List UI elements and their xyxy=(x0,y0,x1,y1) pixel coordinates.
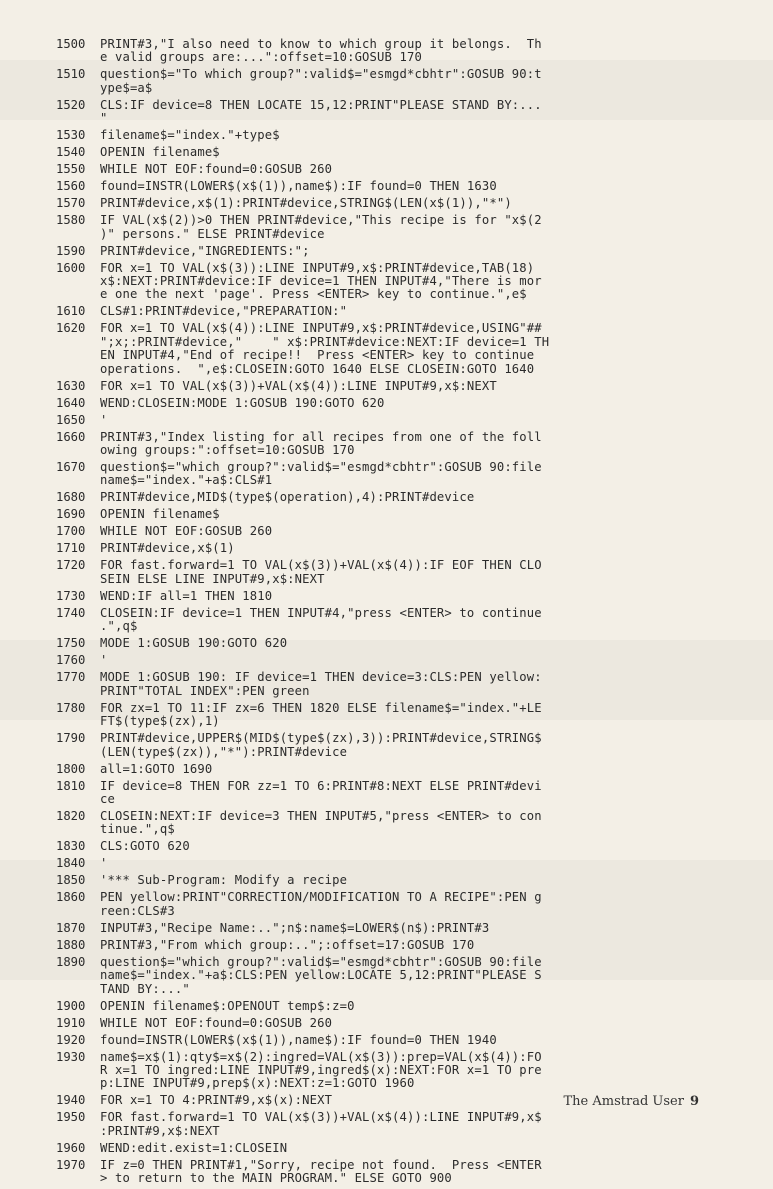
code-line xyxy=(56,637,756,650)
code-line xyxy=(56,180,756,193)
line-number: 1810 xyxy=(56,778,86,793)
line-code: ' xyxy=(100,856,108,871)
line-code: WHILE NOT EOF:found=0:GOSUB 260 xyxy=(100,162,333,177)
code-line xyxy=(56,732,756,759)
code-line xyxy=(56,956,756,996)
line-number: 1750 xyxy=(56,636,86,651)
line-number: 1570 xyxy=(56,196,86,211)
code-line xyxy=(56,68,756,95)
line-code: IF z=0 THEN PRINT#1,"Sorry, recipe not found. Press <ENTER > to return to the MAIN PROGRAM." ELSE GOTO 900 xyxy=(100,1157,542,1186)
line-code: FOR x=1 TO VAL(x$(3)):LINE INPUT#9,x$:PRINT#device,TAB(18) x$:NEXT:PRINT#device:IF device=1 THEN INPUT#4,"There is mor e one the next 'page'. Press <ENTER> key to continue.",e$ xyxy=(100,260,542,302)
line-number: 1910 xyxy=(56,1015,86,1030)
code-line xyxy=(56,559,756,586)
line-code: name$=x$(1):qty$=x$(2):ingred=VAL(x$(3)):prep=VAL(x$(4)):FO R x=1 TO ingred:LINE INPUT#9,ingred$(x):NEXT:FOR x=1 TO pre p:LINE INPUT#9,prep$(x):NEXT:z=1:GOTO 1960 xyxy=(100,1049,542,1091)
line-number: 1640 xyxy=(56,395,86,410)
code-line xyxy=(56,810,756,837)
code-line xyxy=(56,607,756,634)
code-line xyxy=(56,654,756,667)
code-line xyxy=(56,891,756,918)
line-number: 1920 xyxy=(56,1032,86,1047)
line-number: 1580 xyxy=(56,213,86,228)
line-number: 1840 xyxy=(56,856,86,871)
code-line xyxy=(56,874,756,887)
code-line xyxy=(56,1051,756,1091)
line-number: 1630 xyxy=(56,378,86,393)
line-code: ' xyxy=(100,412,108,427)
line-code: PRINT#device,"INGREDIENTS:"; xyxy=(100,243,310,258)
line-number: 1650 xyxy=(56,412,86,427)
line-code: WEND:IF all=1 THEN 1810 xyxy=(100,588,273,603)
code-line xyxy=(56,305,756,318)
code-line xyxy=(56,491,756,504)
code-line xyxy=(56,38,756,65)
line-number: 1740 xyxy=(56,605,86,620)
code-line xyxy=(56,922,756,935)
line-code: MODE 1:GOSUB 190: IF device=1 THEN device=3:CLS:PEN yellow: PRINT"TOTAL INDEX":PEN green xyxy=(100,670,542,698)
line-number: 1680 xyxy=(56,490,86,505)
line-number: 1960 xyxy=(56,1140,86,1155)
code-line xyxy=(56,397,756,410)
code-line xyxy=(56,197,756,210)
line-code: PEN yellow:PRINT"CORRECTION/MODIFICATION TO A RECIPE":PEN g reen:CLS#3 xyxy=(100,890,542,918)
line-number: 1600 xyxy=(56,260,86,275)
line-number: 1970 xyxy=(56,1157,86,1172)
code-line xyxy=(56,780,756,807)
line-code: ' xyxy=(100,653,108,668)
line-code: OPENIN filename$ xyxy=(100,507,220,522)
line-code: PRINT#device,x$(1):PRINT#device,STRING$(LEN(x$(1)),"*") xyxy=(100,196,512,211)
line-number: 1610 xyxy=(56,304,86,319)
code-line xyxy=(56,245,756,258)
line-number: 1950 xyxy=(56,1110,86,1125)
line-number: 1930 xyxy=(56,1049,86,1064)
code-line xyxy=(56,380,756,393)
line-number: 1730 xyxy=(56,588,86,603)
code-line xyxy=(56,590,756,603)
line-number: 1770 xyxy=(56,670,86,685)
line-number: 1550 xyxy=(56,162,86,177)
line-code: FOR x=1 TO 4:PRINT#9,x$(x):NEXT xyxy=(100,1093,333,1108)
line-number: 1830 xyxy=(56,839,86,854)
page-footer xyxy=(564,1094,699,1109)
code-line xyxy=(56,262,756,302)
line-code: FOR zx=1 TO 11:IF zx=6 THEN 1820 ELSE filename$="index."+LE FT$(type$(zx),1) xyxy=(100,700,542,729)
code-line xyxy=(56,129,756,142)
line-number: 1670 xyxy=(56,460,86,475)
line-number: 1710 xyxy=(56,541,86,556)
line-number: 1540 xyxy=(56,145,86,160)
line-number: 1760 xyxy=(56,653,86,668)
line-code: CLOSEIN:IF device=1 THEN INPUT#4,"press <ENTER> to continue .",q$ xyxy=(100,605,542,634)
publication-name: The Amstrad User xyxy=(563,1094,684,1109)
line-number: 1530 xyxy=(56,128,86,143)
line-code: WHILE NOT EOF:GOSUB 260 xyxy=(100,524,273,539)
code-line xyxy=(56,542,756,555)
line-code: found=INSTR(LOWER$(x$(1)),name$):IF found=0 THEN 1940 xyxy=(100,1032,497,1047)
code-line xyxy=(56,671,756,698)
code-line xyxy=(56,939,756,952)
code-line xyxy=(56,702,756,729)
line-number: 1880 xyxy=(56,937,86,952)
line-number: 1900 xyxy=(56,998,86,1013)
line-code: PRINT#device,MID$(type$(operation),4):PRINT#device xyxy=(100,490,475,505)
line-code: all=1:GOTO 1690 xyxy=(100,761,213,776)
line-code: FOR x=1 TO VAL(x$(4)):LINE INPUT#9,x$:PRINT#device,USING"## ";x;:PRINT#device," " x$:PRINT#device:NEXT:IF device=1 TH EN INPUT#4,"End of recipe!! Press <ENTER> key to continue operations. ",e$:CLOSEIN:GOTO 1640 ELSE CLOSEIN:GOTO 1640 xyxy=(100,321,550,376)
line-code: IF VAL(x$(2))>0 THEN PRINT#device,"This recipe is for "x$(2 )" persons." ELSE PRINT#device xyxy=(100,213,542,241)
code-line xyxy=(56,414,756,427)
line-number: 1520 xyxy=(56,97,86,112)
code-line xyxy=(56,1159,756,1186)
code-line xyxy=(56,431,756,458)
line-code: PRINT#3,"From which group:..";:offset=17:GOSUB 170 xyxy=(100,937,475,952)
line-number: 1780 xyxy=(56,700,86,715)
code-line xyxy=(56,508,756,521)
code-line xyxy=(56,857,756,870)
code-line xyxy=(56,1111,756,1138)
code-line xyxy=(56,214,756,241)
line-code: IF device=8 THEN FOR zz=1 TO 6:PRINT#8:NEXT ELSE PRINT#devi ce xyxy=(100,778,542,806)
line-number: 1940 xyxy=(56,1093,86,1108)
line-code: CLS#1:PRINT#device,"PREPARATION:" xyxy=(100,304,348,319)
line-number: 1850 xyxy=(56,873,86,888)
line-number: 1500 xyxy=(56,37,86,51)
line-code: filename$="index."+type$ xyxy=(100,128,280,143)
basic-program-listing xyxy=(56,38,756,1189)
line-number: 1660 xyxy=(56,429,86,444)
line-number: 1870 xyxy=(56,920,86,935)
line-number: 1890 xyxy=(56,954,86,969)
code-line xyxy=(56,461,756,488)
line-code: WEND:edit.exist=1:CLOSEIN xyxy=(100,1140,288,1155)
line-code: WEND:CLOSEIN:MODE 1:GOSUB 190:GOTO 620 xyxy=(100,395,385,410)
line-code: OPENIN filename$:OPENOUT temp$:z=0 xyxy=(100,998,355,1013)
line-code: PRINT#3,"Index listing for all recipes from one of the foll owing groups:":offset=10:GOSUB 170 xyxy=(100,429,542,458)
line-number: 1510 xyxy=(56,67,86,82)
line-code: question$="which group?":valid$="esmgd*cbhtr":GOSUB 90:file name$="index."+a$:CLS:PEN yellow:LOCATE 5,12:PRINT"PLEASE S TAND BY:..." xyxy=(100,954,542,996)
line-number: 1560 xyxy=(56,179,86,194)
line-code: question$="To which group?":valid$="esmgd*cbhtr":GOSUB 90:t ype$=a$ xyxy=(100,67,542,95)
line-code: MODE 1:GOSUB 190:GOTO 620 xyxy=(100,636,288,651)
line-code: PRINT#device,x$(1) xyxy=(100,541,235,556)
page-number: 9 xyxy=(689,1094,699,1109)
line-code: question$="which group?":valid$="esmgd*cbhtr":GOSUB 90:file name$="index."+a$:CLS#1 xyxy=(100,460,542,488)
line-code: OPENIN filename$ xyxy=(100,145,220,160)
code-line xyxy=(56,1142,756,1155)
line-code: CLOSEIN:NEXT:IF device=3 THEN INPUT#5,"press <ENTER> to con tinue.",q$ xyxy=(100,808,542,837)
line-code: PRINT#device,UPPER$(MID$(type$(zx),3)):PRINT#device,STRING$ (LEN(type$(zx)),"*"):PRINT#device xyxy=(100,731,542,759)
line-number: 1820 xyxy=(56,808,86,823)
line-code: '*** Sub-Program: Modify a recipe xyxy=(100,873,348,888)
code-line xyxy=(56,1034,756,1047)
line-code: PRINT#3,"I also need to know to which group it belongs. Th e valid groups are:...":offset=10:GOSUB 170 xyxy=(100,37,542,65)
code-line xyxy=(56,525,756,538)
code-line xyxy=(56,763,756,776)
line-number: 1860 xyxy=(56,890,86,905)
line-number: 1700 xyxy=(56,524,86,539)
code-line xyxy=(56,1000,756,1013)
code-line xyxy=(56,163,756,176)
line-code: CLS:GOTO 620 xyxy=(100,839,190,854)
code-line xyxy=(56,1017,756,1030)
line-code: FOR x=1 TO VAL(x$(3))+VAL(x$(4)):LINE INPUT#9,x$:NEXT xyxy=(100,378,497,393)
code-line xyxy=(56,99,756,126)
line-code: FOR fast.forward=1 TO VAL(x$(3))+VAL(x$(4)):LINE INPUT#9,x$ :PRINT#9,x$:NEXT xyxy=(100,1110,542,1138)
line-number: 1620 xyxy=(56,321,86,336)
line-number: 1720 xyxy=(56,558,86,573)
line-number: 1790 xyxy=(56,731,86,746)
line-number: 1590 xyxy=(56,243,86,258)
line-code: WHILE NOT EOF:found=0:GOSUB 260 xyxy=(100,1015,333,1030)
code-line xyxy=(56,322,756,376)
code-line xyxy=(56,146,756,159)
line-code: CLS:IF device=8 THEN LOCATE 15,12:PRINT"PLEASE STAND BY:... " xyxy=(100,97,542,126)
line-number: 1690 xyxy=(56,507,86,522)
line-code: found=INSTR(LOWER$(x$(1)),name$):IF found=0 THEN 1630 xyxy=(100,179,497,194)
code-line xyxy=(56,840,756,853)
line-code: FOR fast.forward=1 TO VAL(x$(3))+VAL(x$(4)):IF EOF THEN CLO SEIN ELSE LINE INPUT#9,x$:NEXT xyxy=(100,558,542,586)
line-number: 1800 xyxy=(56,761,86,776)
line-code: INPUT#3,"Recipe Name:..";n$:name$=LOWER$(n$):PRINT#3 xyxy=(100,920,490,935)
